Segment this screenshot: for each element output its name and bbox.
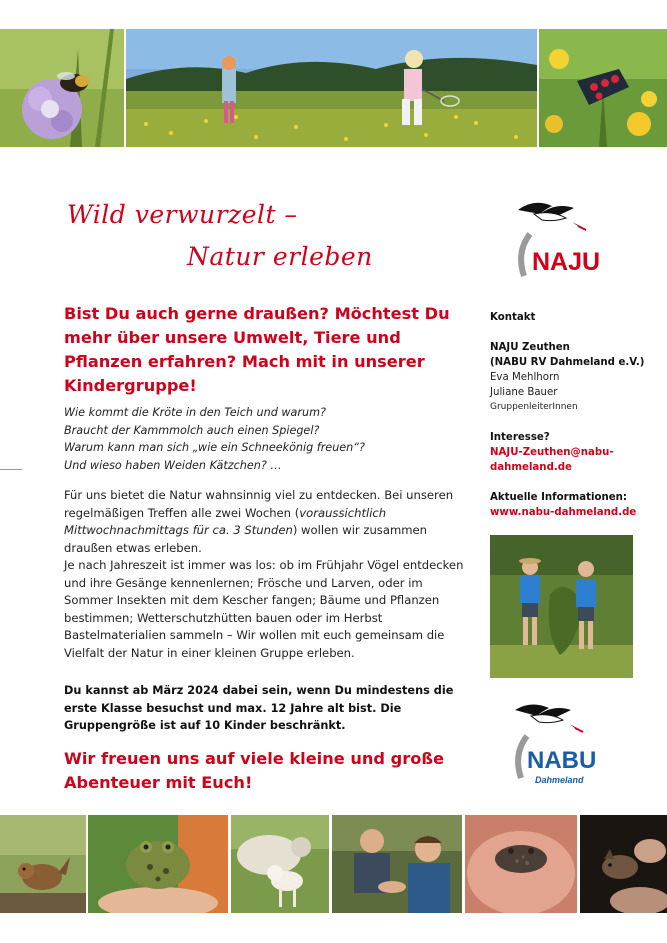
- website-link[interactable]: www.nabu-dahmeland.de: [490, 507, 637, 518]
- contact-person-2: Juliane Bauer: [490, 387, 558, 398]
- question-item: Braucht der Kammmolch auch einen Spiegel?: [64, 423, 320, 437]
- body-text: [64, 487, 464, 662]
- photo-bee-flower: [0, 29, 124, 147]
- closing-text: Wir freuen uns auf viele kleine und große Abenteuer mit Euch!: [64, 749, 444, 792]
- photo-group-leaders: [490, 535, 633, 678]
- margin-rule: [0, 469, 22, 470]
- contact-heading: Kontakt: [490, 312, 536, 323]
- org-sub: (NABU RV Dahmeland e.V.): [490, 357, 645, 368]
- photo-children-exploring: [332, 815, 462, 913]
- contact-person-1: Eva Mehlhorn: [490, 372, 560, 383]
- photo-toad-hand: [465, 815, 577, 913]
- svg-text:Dahmeland: Dahmeland: [535, 775, 584, 785]
- info-label: Aktuelle Informationen:: [490, 492, 627, 503]
- participation-notice: Du kannst ab März 2024 dabei sein, wenn Du mindestens die erste Klasse besuchst und max. 12 Jahre alt bist. Die Gruppengröße ist auf 10 Kinder beschränkt.: [64, 684, 454, 732]
- question-item: Wie kommt die Kröte in den Teich und warum?: [64, 406, 326, 419]
- body-p1-italic: voraussichtlich Mittwochnachmittags für ca. 3 Stunden: [64, 505, 387, 537]
- svg-text:NABU: NABU: [527, 747, 597, 774]
- body-p1-end: ) wollen wir zusammen draußen etwas erleben.: [64, 523, 428, 555]
- question-item: Und wieso haben Weiden Kätzchen? …: [64, 458, 282, 472]
- photo-frog-hand: [88, 815, 228, 913]
- body-p1-start: Für uns bietet die Natur wahnsinnig viel zu entdecken. Bei unseren regelmäßigen Treffen alle zwei Wochen (: [64, 488, 454, 520]
- photo-moth-flowers: [539, 29, 667, 147]
- body-paragraph-2: Je nach Jahreszeit ist immer was los: ob im Frühjahr Vögel entdecken und ihre Gesänge kennenlernen; Frösche und Larven, oder im Sommer Insekten mit dem Kescher fangen; Bäume und Pflanzen bestimmen; Wetterschutzhütten bauen oder im Herbst Bastelmaterialien sammeln – Wir wollen mit euch gemeinsam die Vielfalt der Natur in einer kleinen Gruppe erleben.: [64, 558, 464, 660]
- email-line-1[interactable]: NAJU-Zeuthen@nabu-: [490, 447, 614, 458]
- contact-sidebar: [490, 310, 650, 520]
- stork-icon: [518, 203, 586, 230]
- headline-line-2: Natur erleben: [187, 242, 373, 271]
- questions-list: [64, 404, 464, 474]
- lead-text: Bist Du auch gerne draußen? Möchtest Du mehr über unsere Umwelt, Tiere und Pflanzen erfahren? Mach mit in unserer Kindergruppe!: [64, 304, 450, 395]
- org-name: NAJU Zeuthen: [490, 342, 570, 353]
- interest-label: Interesse?: [490, 432, 550, 443]
- question-item: Warum kann man sich „wie ein Schneekönig freuen“?: [64, 441, 365, 454]
- naju-logo: [504, 196, 622, 278]
- headline-line-1: Wild verwurzelt –: [67, 200, 298, 229]
- body-paragraph-1: [64, 487, 464, 557]
- stork-icon: [515, 704, 583, 732]
- svg-text:NAJU: NAJU: [532, 248, 601, 276]
- photo-wren: [0, 815, 86, 913]
- photo-sheep-lamb: [231, 815, 329, 913]
- nabu-logo: [505, 700, 623, 788]
- photo-children-meadow: [126, 29, 537, 147]
- email-line-2[interactable]: dahmeland.de: [490, 462, 572, 473]
- contact-role: GruppenleiterInnen: [490, 402, 578, 412]
- photo-bat-hand: [580, 815, 667, 913]
- email-link[interactable]: [490, 445, 650, 475]
